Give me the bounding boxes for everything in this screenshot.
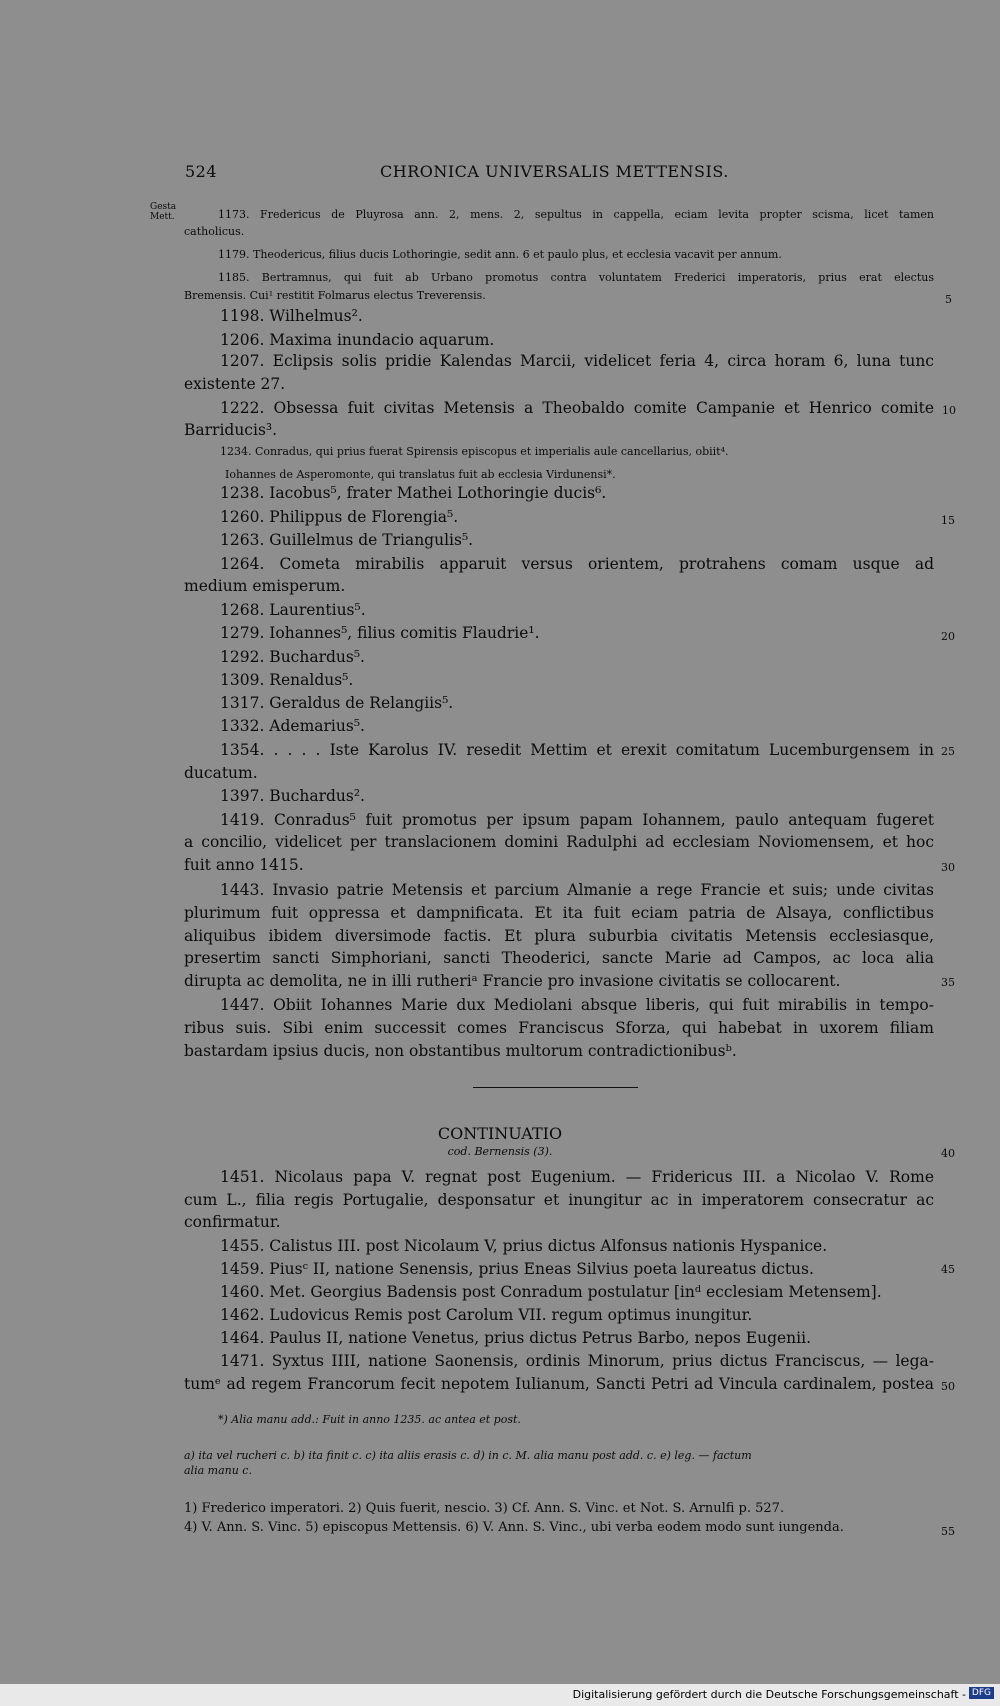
line-number: 45 [941, 1263, 955, 1276]
entry-1179: 1179. Theodericus, filius ducis Lothoringie, sedit ann. 6 et paulo plus, et ecclesia vacavit per annum. [218, 248, 782, 261]
entry-1447: 1447. Obiit Iohannes Marie dux Mediolani absque liberis, qui fuit mirabilis in tempo- [220, 996, 934, 1014]
cont-entry-1460: 1460. Met. Georgius Badensis post Conradum postulatur [inᵈ ecclesiam Metensem]. [220, 1283, 882, 1301]
entry-1292: 1292. Buchardus⁵. [220, 648, 365, 666]
entry-1443-line4: presertim sancti Simphoriani, sancti Theoderici, sancte Marie ad Campos, ac loca alia [184, 949, 934, 967]
continuatio-title: CONTINUATIO [437, 1124, 563, 1143]
entry-1397: 1397. Buchardus². [220, 787, 365, 805]
entry-1317: 1317. Geraldus de Relangiis⁵. [220, 694, 454, 712]
entry-1309: 1309. Renaldus⁵. [220, 671, 354, 689]
entry-1173: 1173. Fredericus de Pluyrosa ann. 2, mens. 2, sepultus in cappella, eciam levita propter scisma, licet tamen [218, 208, 934, 221]
margin-note: Gesta Mett. [150, 202, 177, 222]
variant-notes: a) ita vel rucheri c. b) ita finit c. c) ita aliis erasis c. d) in c. M. alia manu post add. c. e) leg. — factum [184, 1449, 752, 1462]
entry-1354: 1354. . . . . Iste Karolus IV. resedit Mettim et erexit comitatum Lucemburgensem in [220, 741, 934, 759]
footnotes-line2: 4) V. Ann. S. Vinc. 5) episcopus Mettensis. 6) V. Ann. S. Vinc., ubi verba eodem modo sunt iungenda. [184, 1520, 844, 1535]
cont-entry-1459: 1459. Piusᶜ II, natione Senensis, prius Eneas Silvius poeta laureatus dictus. [220, 1260, 814, 1278]
cont-entry-1451: 1451. Nicolaus papa V. regnat post Eugenium. — Fridericus III. a Nicolao V. Rome [220, 1168, 934, 1186]
line-number: 25 [941, 745, 955, 758]
dfg-logo: DFG [969, 1687, 994, 1699]
entry-1198: 1198. Wilhelmus². [220, 307, 363, 325]
entry-1279: 1279. Iohannes⁵, filius comitis Flaudrie¹. [220, 624, 540, 642]
entry-1206: 1206. Maxima inundacio aquarum. [220, 331, 495, 349]
cont-entry-1462: 1462. Ludovicus Remis post Carolum VII. regum optimus inungitur. [220, 1306, 753, 1324]
entry-1354-cont: ducatum. [184, 764, 258, 782]
cont-entry-1451-line2: cum L., filia regis Portugalie, desponsatur et inungitur ac in imperatorem consecratur ac [184, 1191, 934, 1209]
entry-1173-cont: catholicus. [184, 225, 245, 238]
section-divider [473, 1087, 638, 1088]
entry-1185: 1185. Bertramnus, qui fuit ab Urbano promotus contra voluntatem Frederici imperatoris, prius erat electus [218, 271, 934, 284]
entry-1264-cont: medium emisperum. [184, 577, 346, 595]
funding-footer [0, 1684, 1000, 1706]
line-number: 40 [941, 1147, 955, 1160]
line-number: 15 [941, 514, 955, 527]
page-title: CHRONICA UNIVERSALIS METTENSIS. [380, 162, 729, 181]
entry-1332: 1332. Ademarius⁵. [220, 717, 365, 735]
entry-1268: 1268. Laurentius⁵. [220, 601, 366, 619]
line-number: 30 [941, 861, 955, 874]
entry-1263: 1263. Guillelmus de Triangulis⁵. [220, 531, 474, 549]
cont-entry-1455: 1455. Calistus III. post Nicolaum V, prius dictus Alfonsus nationis Hyspanice. [220, 1237, 828, 1255]
page-number: 524 [185, 162, 218, 181]
entry-1447-line2: ribus suis. Sibi enim successit comes Franciscus Sforza, qui habebat in uxorem filiam [184, 1019, 934, 1037]
continuatio-subtitle: cod. Bernensis (3). [447, 1145, 553, 1158]
entry-1419-line2: a concilio, videlicet per translacionem domini Radulphi ad ecclesiam Noviomensem, et hoc [184, 833, 934, 851]
entry-1260: 1260. Philippus de Florengia⁵. [220, 508, 459, 526]
entry-1234: 1234. Conradus, qui prius fuerat Spirensis episcopus et imperialis aule cancellarius, obiit⁴. [220, 445, 729, 458]
cont-entry-1471-line2: tumᵉ ad regem Francorum fecit nepotem Iulianum, Sancti Petri ad Vincula cardinalem, postea [184, 1375, 934, 1393]
entry-1222: 1222. Obsessa fuit civitas Metensis a Theobaldo comite Campanie et Henrico comite [220, 399, 934, 417]
entry-1207: 1207. Eclipsis solis pridie Kalendas Marcii, videlicet feria 4, circa horam 6, luna tunc [220, 352, 934, 370]
line-number: 20 [941, 630, 955, 643]
line-number: 5 [945, 293, 952, 306]
entry-1443-line5: dirupta ac demolita, ne in illi rutheriᵃ Francie pro invasione civitatis se collocarent. [184, 972, 841, 990]
variant-notes-cont: alia manu c. [184, 1464, 252, 1477]
entry-1185-cont: Bremensis. Cui¹ restitit Folmarus electus Treverensis. [184, 289, 486, 302]
entry-1443: 1443. Invasio patrie Metensis et parcium Almanie a rege Francie et suis; unde civitas [220, 881, 934, 899]
line-number: 50 [941, 1380, 955, 1393]
cont-entry-1471: 1471. Syxtus IIII, natione Saonensis, ordinis Minorum, prius dictus Franciscus, — lega- [220, 1352, 934, 1370]
note-star: *) Alia manu add.: Fuit in anno 1235. ac antea et post. [218, 1413, 521, 1426]
entry-1447-line3: bastardam ipsius ducis, non obstantibus multorum contradictionibusᵇ. [184, 1042, 737, 1060]
footnotes-line1: 1) Frederico imperatori. 2) Quis fuerit, nescio. 3) Cf. Ann. S. Vinc. et Not. S. Arnulfi p. 527. [184, 1501, 785, 1516]
entry-1443-line2: plurimum fuit oppressa et dampnificata. Et ita fuit eciam patria de Alsaya, conflictibus [184, 904, 934, 922]
line-number: 10 [942, 404, 956, 417]
line-number: 55 [941, 1525, 955, 1538]
entry-1419: 1419. Conradus⁵ fuit promotus per ipsum papam Iohannem, paulo antequam fugeret [220, 811, 934, 829]
funding-text: Digitalisierung gefördert durch die Deutsche Forschungsgemeinschaft - [572, 1688, 966, 1701]
entry-1234-cont: Iohannes de Asperomonte, qui translatus fuit ab ecclesia Virdunensi*. [225, 468, 616, 481]
entry-1419-line3: fuit anno 1415. [184, 856, 304, 874]
entry-1264: 1264. Cometa mirabilis apparuit versus orientem, protrahens comam usque ad [220, 555, 934, 573]
cont-entry-1451-line3: confirmatur. [184, 1213, 281, 1231]
entry-1238: 1238. Iacobus⁵, frater Mathei Lothoringie ducis⁶. [220, 484, 607, 502]
entry-1207-cont: existente 27. [184, 375, 286, 393]
cont-entry-1464: 1464. Paulus II, natione Venetus, prius dictus Petrus Barbo, nepos Eugenii. [220, 1329, 811, 1347]
entry-1443-line3: aliquibus ibidem diversimode factis. Et plura suburbia civitatis Metensis ecclesiasque, [184, 927, 934, 945]
line-number: 35 [941, 976, 955, 989]
entry-1222-cont: Barriducis³. [184, 421, 278, 439]
